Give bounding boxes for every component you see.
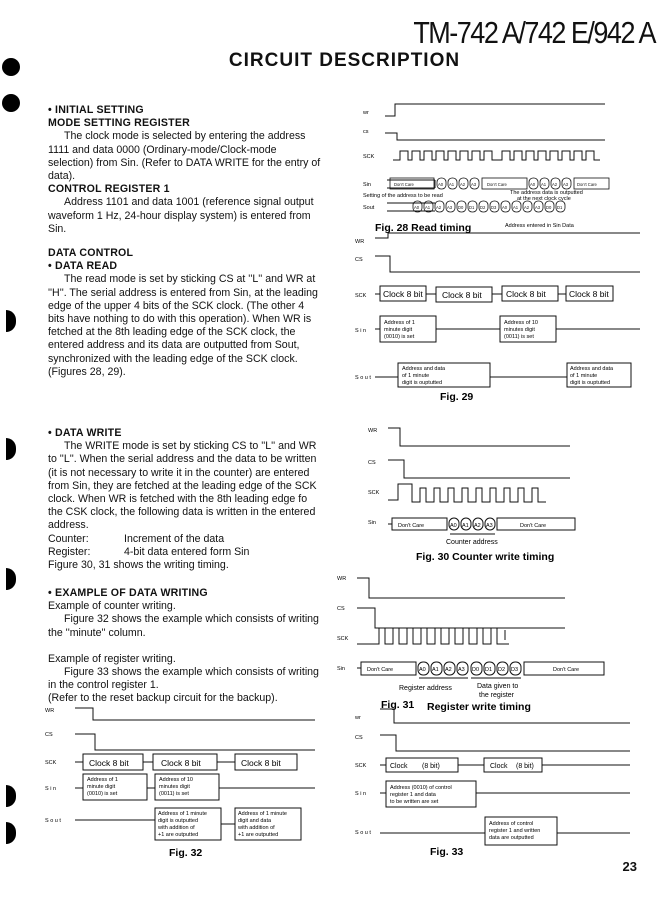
binder-hole — [6, 822, 16, 844]
fig28-out-d3: D3 — [491, 205, 497, 210]
fig28-a1: A1 — [449, 182, 455, 187]
fig28-a3: A3 — [471, 182, 477, 187]
fig28-note-out2: at the next clock cycle — [517, 196, 571, 202]
fig30-a2: A2 — [474, 523, 481, 529]
fig29-addr10-l1: Address of 10 — [504, 320, 538, 326]
fig32-addr10-l3: (0011) is set — [159, 791, 189, 797]
fig31-sin-label: Sin — [337, 666, 345, 672]
binder-hole — [2, 94, 20, 112]
fig30-a1: A1 — [462, 523, 469, 529]
fig31-d1: D1 — [485, 667, 493, 673]
fig32-out2-l1: Address of 1 minute — [238, 811, 287, 817]
fig33-clock-1: Clock — [390, 763, 408, 770]
fig30-a0: A0 — [450, 523, 457, 529]
fig28-caption: Fig. 28 Read timing — [375, 222, 472, 234]
fig28-out-a1b: A1 — [513, 205, 519, 210]
fig28-a3b: A3 — [563, 182, 569, 187]
initial-setting-section — [48, 104, 323, 236]
fig28-out-d0: D0 — [458, 205, 464, 210]
page-title: CIRCUIT DESCRIPTION — [228, 50, 461, 71]
fig29-clock-3: Clock 8 bit — [506, 289, 546, 299]
fig32-sout-label: S o u t — [45, 818, 61, 824]
fig32-out2-l2: digit and data — [238, 818, 272, 824]
fig28-a0b: A0 — [530, 182, 536, 187]
fig28-out-d2: D2 — [480, 205, 486, 210]
binder-hole — [6, 568, 16, 590]
fig33-register-example — [350, 705, 650, 857]
fig28-out-a2b: A2 — [524, 205, 530, 210]
fig28-dont-care-2: Don't Care — [487, 182, 507, 187]
fig30-wr-label: WR — [368, 428, 378, 434]
binder-hole — [6, 438, 16, 460]
data-read-text: The read mode is set by sticking CS at ''L'' and WR at ''H''. The serial address is entered from Sin, at the leading edge of the upper 4 bits of the SCK clock. (The other 4 bits have nothing to do with this operation). When WR is fetched at the 8th leading edge of the SCK clock, the entered address and its data are outputted from Sout, synchronized with the leading edge of the SCK clock. (Figures 28, 29). — [48, 273, 318, 378]
fig29-addr1-l2: minute digit — [384, 327, 413, 333]
fig30-sck-label: SCK — [368, 490, 380, 496]
fig29-sin-label: S i n — [355, 328, 367, 334]
fig28-out-a3b: A3 — [535, 205, 541, 210]
counter-line — [48, 533, 323, 546]
fig32-addr10-l2: minutes digit — [159, 784, 190, 790]
fig29-out-l1: Address and data — [402, 366, 446, 372]
fig33-out-l1: Address of control — [489, 821, 534, 827]
fig31-data-given-l1: Data given to — [477, 683, 519, 690]
fig29-out-l3: digit is ouptutted — [402, 380, 443, 386]
fig29-wr-label: WR — [355, 239, 365, 245]
fig29-clock-1: Clock 8 bit — [383, 289, 423, 299]
fig28-out-d1b: D1 — [557, 205, 563, 210]
counter-example-text: Figure 32 shows the example which consists of writing the ''minute'' column. — [48, 613, 319, 639]
fig31-register-address: Register address — [399, 685, 452, 692]
fig32-out-l1: Address of 1 minute — [158, 811, 207, 817]
fig31-dont-care-1: Don't Care — [367, 667, 394, 673]
initial-setting-heading: • INITIAL SETTING — [48, 104, 144, 116]
counter-example-intro: Example of counter writing. — [48, 600, 176, 613]
fig30-caption: Fig. 30 Counter write timing — [416, 551, 555, 563]
fig33-sin-l2: register 1 and data — [390, 792, 436, 798]
fig30-a3: A3 — [486, 523, 493, 529]
binder-hole — [6, 785, 16, 807]
fig30-dont-care-2: Don't Care — [520, 523, 547, 529]
fig32-out-l3: with addition of — [158, 825, 195, 831]
fig31-register-write — [335, 568, 655, 716]
fig29-addr1-l3: (0010) is set — [384, 334, 415, 340]
fig29-out2-l2: of 1 minute — [570, 373, 598, 379]
fig31-a1: A1 — [432, 667, 439, 673]
fig32-addr1-l3: (0010) is set — [87, 791, 118, 797]
model-number: TM-742 A/742 E/942 A — [413, 16, 655, 50]
fig29-cs-label: CS — [355, 257, 363, 263]
fig29-addr10-l3: (0011) is set — [504, 334, 534, 340]
data-control-heading: DATA CONTROL — [48, 247, 134, 259]
fig28-dont-care-3: Don't Care — [577, 182, 597, 187]
fig29-clock-2: Clock 8 bit — [442, 290, 482, 300]
fig29-sout-label: S o u t — [355, 375, 371, 381]
fig33-sin-label: S i n — [355, 791, 367, 797]
fig33-sck-label: SCK — [355, 763, 367, 769]
data-write-section — [48, 427, 323, 572]
binder-hole — [6, 310, 16, 332]
fig28-a1b: A1 — [541, 182, 547, 187]
register-example-intro: Example of register writing. — [48, 652, 176, 665]
fig28-out-a3: A3 — [447, 205, 453, 210]
data-write-heading: • DATA WRITE — [48, 427, 122, 439]
fig31-d2: D2 — [498, 667, 506, 673]
fig31-dont-care-2: Don't Care — [553, 667, 580, 673]
fig28-note-out1: The address data is outputted — [510, 190, 583, 196]
fig29-out-l2: of 1 minute — [402, 373, 430, 379]
fig29-addr1-l1: Address of 1 — [384, 320, 415, 326]
fig28-out-d1: D1 — [469, 205, 475, 210]
fig28-note-setting: Setting of the address to be read — [363, 193, 443, 199]
register-value: 4-bit data entered form Sin — [124, 545, 250, 558]
fig28-cs-label: cs — [363, 129, 369, 135]
fig33-sin-l3: to be written are set — [390, 799, 439, 805]
fig28-out-d0b: D0 — [546, 205, 552, 210]
control-register-heading: CONTROL REGISTER 1 — [48, 183, 170, 196]
fig29-read-example — [350, 232, 650, 402]
fig29-out2-l3: digit is ouptutted — [570, 380, 611, 386]
fig32-counter-example — [45, 700, 335, 860]
fig32-out-l4: +1 are outputted — [158, 832, 199, 838]
fig30-dont-care-1: Don't Care — [398, 523, 425, 529]
fig29-caption: Fig. 29 — [440, 391, 474, 402]
fig31-a0: A0 — [419, 667, 426, 673]
example-heading: • EXAMPLE OF DATA WRITING — [48, 587, 208, 599]
fig33-sout-label: S o u t — [355, 830, 371, 836]
fig31-caption-right: Register write timing — [427, 701, 531, 713]
mode-setting-heading: MODE SETTING REGISTER — [48, 117, 190, 130]
fig31-a2: A2 — [445, 667, 452, 673]
mode-setting-text: The clock mode is selected by entering the address 1111 and data 0000 (Ordinary-mode/Clock-mode selection) from Sin. (Refer to DATA WRITE for the entry of data). — [48, 130, 321, 183]
fig32-addr1-l1: Address of 1 — [87, 777, 118, 783]
write-figures-ref: Figure 30, 31 shows the writing timing. — [48, 559, 229, 572]
fig33-caption: Fig. 33 — [430, 846, 464, 857]
data-read-heading: • DATA READ — [48, 260, 118, 273]
page-number: 23 — [622, 859, 637, 874]
fig28-a2: A2 — [460, 182, 466, 187]
fig28-sin-label: Sin — [363, 182, 371, 188]
fig31-cs-label: CS — [337, 606, 345, 612]
data-write-text: The WRITE mode is set by sticking CS to ''L'' and WR to ''L''. When the serial address and the data to be written (it is not necessary to write it in the counter) are entered from Sin, they are fetched at the leading edge of the SCK clock. When WR is fetched with the 8th leading edge fo the CSK clock, the following data is written in the entered address. — [48, 440, 317, 532]
fig33-clock-2: Clock — [490, 763, 508, 770]
fig32-cs-label: CS — [45, 732, 53, 738]
fig32-out-l2: digit is outputted — [158, 818, 199, 824]
counter-label: Counter: — [48, 532, 89, 545]
fig33-cs-label: CS — [355, 735, 363, 741]
fig31-sck-label: SCK — [337, 636, 349, 642]
fig28-dont-care-1: Don't Care — [394, 182, 414, 187]
fig32-out2-l3: with addition of — [238, 825, 275, 831]
fig29-sck-label: SCK — [355, 293, 367, 299]
data-control-section — [48, 247, 323, 379]
fig32-addr10-l1: Address of 10 — [159, 777, 193, 783]
fig30-cs-label: CS — [368, 460, 376, 466]
fig28-out-a0: A0 — [414, 205, 420, 210]
fig28-read-timing — [355, 100, 655, 235]
fig30-counter-address: Counter address — [446, 539, 498, 546]
fig33-out-l3: data are outputted — [489, 835, 534, 841]
counter-value: Increment of the data — [124, 532, 225, 545]
fig28-out-a0b: A0 — [502, 205, 508, 210]
fig30-counter-write — [360, 418, 620, 566]
fig28-note-entered: Address entered in Sin Data — [505, 223, 574, 229]
fig31-d0: D0 — [472, 667, 480, 673]
fig32-clock-3: Clock 8 bit — [241, 758, 281, 768]
fig28-wr-label: wr — [363, 110, 369, 116]
fig33-clock-bits-1: (8 bit) — [422, 763, 440, 770]
fig28-out-a2: A2 — [436, 205, 442, 210]
fig31-data-given-l2: the register — [479, 692, 515, 699]
fig28-sck-label: SCK — [363, 154, 375, 160]
fig33-wr-label: wr — [355, 715, 361, 721]
fig30-sin-label: Sin — [368, 520, 376, 526]
fig32-sin-label: S i n — [45, 786, 57, 792]
fig28-a0: A0 — [438, 182, 444, 187]
fig32-out2-l4: +1 are outputted — [238, 832, 279, 838]
fig29-addr10-l2: minutes digit — [504, 327, 535, 333]
fig29-out2-l1: Address and data — [570, 366, 614, 372]
fig31-wr-label: WR — [337, 576, 347, 582]
fig31-d3: D3 — [511, 667, 519, 673]
fig32-sck-label: SCK — [45, 760, 57, 766]
fig31-caption-left: Fig. 31 — [381, 699, 415, 711]
fig33-clock-bits-2: (8 bit) — [516, 763, 534, 770]
register-label: Register: — [48, 545, 91, 558]
fig32-wr-label: WR — [45, 708, 55, 714]
register-example-text: Figure 33 shows the example which consists of writing in the control register 1. — [48, 666, 319, 692]
fig32-addr1-l2: minute digit — [87, 784, 116, 790]
fig31-a3: A3 — [458, 667, 465, 673]
example-section — [48, 587, 323, 706]
register-line — [48, 546, 323, 559]
fig28-a2b: A2 — [552, 182, 558, 187]
fig32-caption: Fig. 32 — [169, 847, 203, 859]
fig33-sin-l1: Address (0010) of control — [390, 785, 452, 791]
fig28-sout-label: Sout — [363, 205, 375, 211]
backup-note: (Refer to the reset backup circuit for the backup). — [48, 692, 278, 705]
control-register-text: Address 1101 and data 1001 (reference signal output waveform 1 Hz, 24-hour display system) is entered from Sin. — [48, 196, 314, 235]
fig29-clock-4: Clock 8 bit — [569, 289, 609, 299]
fig32-clock-2: Clock 8 bit — [161, 758, 201, 768]
fig32-clock-1: Clock 8 bit — [89, 758, 129, 768]
fig33-out-l2: register 1 and written — [489, 828, 541, 834]
fig28-out-a1: A1 — [425, 205, 431, 210]
